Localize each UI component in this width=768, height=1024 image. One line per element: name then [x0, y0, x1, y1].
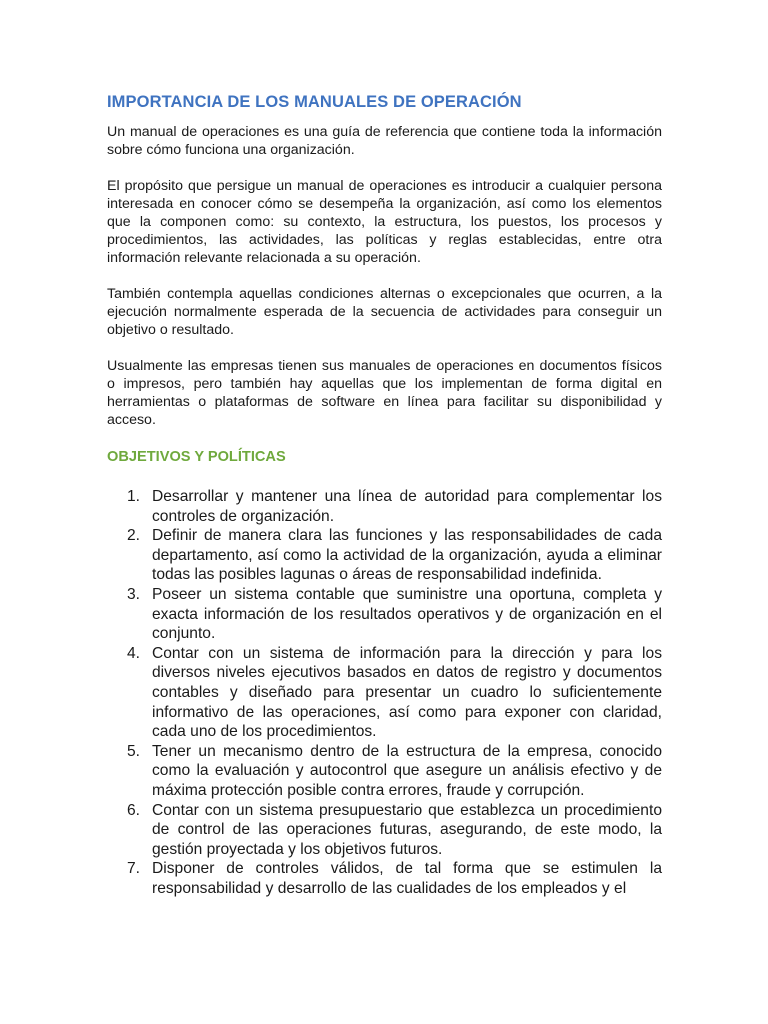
- document-title: IMPORTANCIA DE LOS MANUALES DE OPERACIÓN: [107, 93, 522, 111]
- list-item: [107, 742, 662, 801]
- list-item: [107, 801, 662, 860]
- list-item: [107, 859, 662, 898]
- list-item-text: Desarrollar y mantener una línea de autoridad para complementar los controles de organización.: [152, 488, 662, 525]
- list-item-text: Tener un mecanismo dentro de la estructura de la empresa, conocido como la evaluación y autocontrol que asegure un análisis efectivo y de máxima protección posible contra errores, fraude y corrupción.: [152, 742, 662, 799]
- paragraph-purpose: El propósito que persigue un manual de operaciones es introducir a cualquier persona interesada en conocer cómo se desempeña la organización, así como los elementos que la componen como: su contexto, la estructura, los puestos, los procesos y procedimientos, las actividades, las políticas y reglas establecidas, entre otra información relevante relacionada a su operación.: [107, 178, 662, 266]
- list-item-number: 2.: [127, 527, 141, 545]
- list-item-number: 7.: [127, 860, 141, 878]
- list-item: [107, 585, 662, 644]
- paragraph-conditions: También contempla aquellas condiciones alternas o excepcionales que ocurren, a la ejecución normalmente esperada de la secuencia de actividades para conseguir un objetivo o resultado.: [107, 286, 662, 338]
- list-item: [107, 644, 662, 742]
- list-item-number: 3.: [127, 585, 141, 603]
- list-item-number: 6.: [127, 801, 141, 819]
- list-item-number: 1.: [127, 488, 141, 505]
- list-item-number: 4.: [127, 644, 141, 662]
- paragraph-definition: Un manual de operaciones es una guía de referencia que contiene toda la información sobre cómo funciona una organización.: [107, 124, 662, 158]
- paragraph-formats: Usualmente las empresas tienen sus manuales de operaciones en documentos físicos o impresos, pero también hay aquellas que los implementan de forma digital en herramientas o plataformas de software en línea para facilitar su disponibilidad y acceso.: [107, 358, 662, 428]
- list-item-number: 5.: [127, 742, 141, 760]
- list-item: [107, 487, 662, 526]
- section-subtitle: OBJETIVOS Y POLÍTICAS: [107, 449, 286, 465]
- list-item-text: Definir de manera clara las funciones y las responsabilidades de cada departamento, así como la actividad de la organización, ayuda a eliminar todas las posibles lagunas o áreas de responsabilidad indefinida.: [152, 527, 662, 584]
- list-item: [107, 526, 662, 585]
- list-item-text: Contar con un sistema presupuestario que establezca un procedimiento de control de las operaciones futuras, asegurando, de este modo, la gestión proyectada y los objetivos futuros.: [152, 801, 662, 858]
- list-item-text: Disponer de controles válidos, de tal forma que se estimulen la responsabilidad y desarrollo de las cualidades de los empleados y el: [152, 860, 662, 897]
- objectives-list: [107, 487, 662, 898]
- list-item-text: Contar con un sistema de información para la dirección y para los diversos niveles ejecutivos basados en datos de registro y documentos contables y diseñado para presentar un cuadro lo suficientemente informativo de las operaciones, así como para exponer con claridad, cada uno de los procedimientos.: [152, 644, 662, 741]
- list-item-text: Poseer un sistema contable que suministre una oportuna, completa y exacta información de los resultados operativos y de organización en el conjunto.: [152, 585, 662, 643]
